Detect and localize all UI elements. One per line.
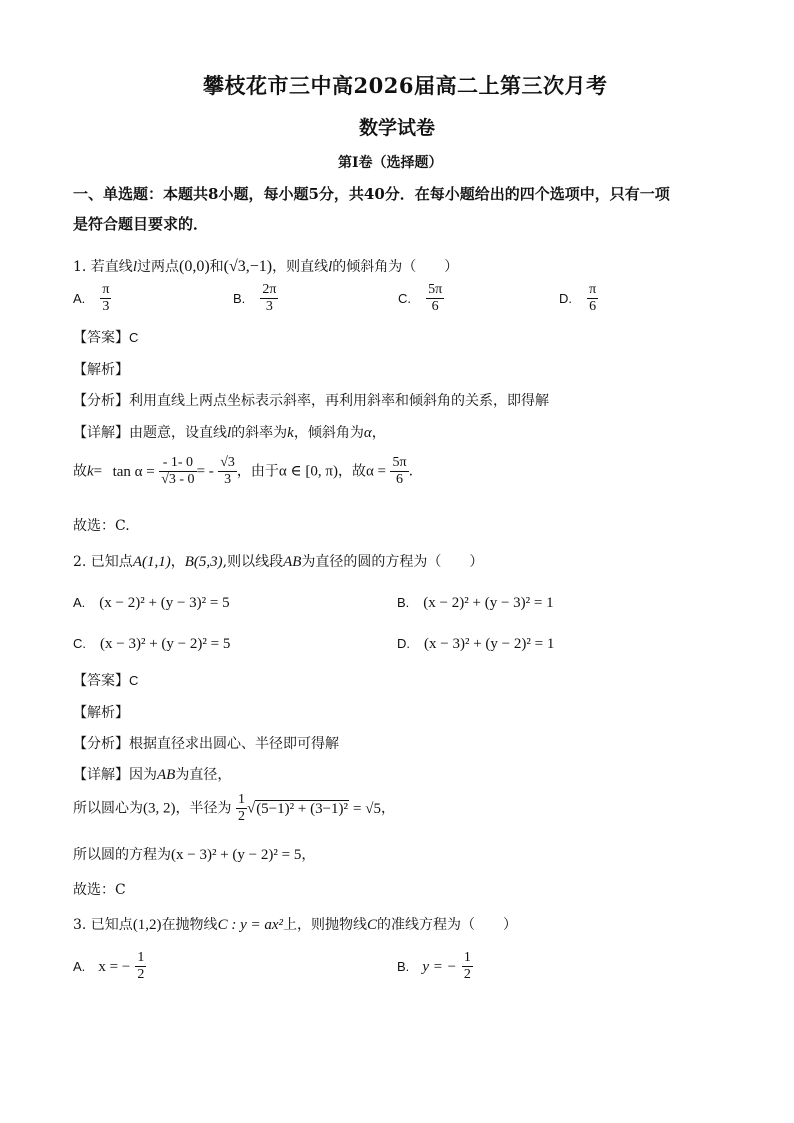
part-heading: 第I卷（选择题） <box>338 155 443 171</box>
question-3-option-a: A. x = − $\frac{1}{2}$ <box>73 950 145 982</box>
exam-subtitle: 数学试卷 <box>359 117 436 139</box>
question-2-radius: 所以圆心为(3, 2)，半径为 $\frac{1}{2}$ √(5−1)² + (3−1)² = √5， <box>73 792 395 824</box>
question-1-conclusion: 故选：C. <box>73 518 130 534</box>
question-1-answer: 【答案】C <box>73 330 139 346</box>
question-2-option-c: C. (x − 3)² + (y − 2)² = 5 <box>73 636 231 652</box>
question-1-option-a: A. $\frac{\pi}{3}$ <box>73 282 110 314</box>
question-1-analysis: 【分析】利用直线上两点坐标表示斜率，再利用斜率和倾斜角的关系，即得解 <box>73 393 549 409</box>
question-2-conclusion: 故选：C <box>73 882 126 898</box>
question-1-option-d: D. $\frac{\pi}{6}$ <box>559 282 597 314</box>
section-instructions-line2: 是符合题目要求的． <box>73 215 209 233</box>
question-2-analysis: 【分析】根据直径求出圆心、半径即可得解 <box>73 736 339 752</box>
question-2-analysis-heading: 【解析】 <box>73 705 129 721</box>
question-2-detail: 【详解】因为AB为直径， <box>73 767 232 783</box>
question-2-stem: 2. 已知点A(1,1)，B(5,3),则以线段AB为直径的圆的方程为（ ） <box>73 554 484 570</box>
question-3-option-b: B. y = − $\frac{1}{2}$ <box>397 950 471 982</box>
question-1-option-c: C. $\frac{5\pi}{6}$ <box>398 282 443 314</box>
question-2-option-a: A. (x − 2)² + (y − 3)² = 5 <box>73 595 230 611</box>
question-1-calculation: 故k= tan α = $\frac{- 1- 0}{√3 - 0}$ = - $\frac{√3}{3}$ ，由于α ∈ [0, π)，故α = $\frac{5\pi}{6}$ . <box>73 455 414 487</box>
sqrt-sign: √ <box>246 800 256 817</box>
question-1-stem: 1. 若直线l过两点(0,0)和(√3,−1)，则直线l的倾斜角为（ ） <box>73 258 459 275</box>
section-instructions-line1: 一、单选题：本题共8小题，每小题5分，共40分．在每小题给出的四个选项中，只有一项 <box>73 185 670 203</box>
question-3-stem: 3. 已知点(1,2)在抛物线C : y = ax²上，则抛物线C的准线方程为（ ） <box>73 917 518 933</box>
question-1-option-b: B. $\frac{2\pi}{3}$ <box>233 282 277 314</box>
question-2-equation: 所以圆的方程为(x − 3)² + (y − 2)² = 5， <box>73 847 316 863</box>
exam-title: 攀枝花市三中高2026届高二上第三次月考 <box>203 73 608 98</box>
question-2-option-d: D. (x − 3)² + (y − 2)² = 1 <box>397 636 555 652</box>
question-2-option-b: B. (x − 2)² + (y − 3)² = 1 <box>397 595 554 611</box>
question-1-analysis-heading: 【解析】 <box>73 362 129 378</box>
question-1-detail: 【详解】由题意，设直线l的斜率为k，倾斜角为α， <box>73 425 386 441</box>
question-2-answer: 【答案】C <box>73 673 139 689</box>
